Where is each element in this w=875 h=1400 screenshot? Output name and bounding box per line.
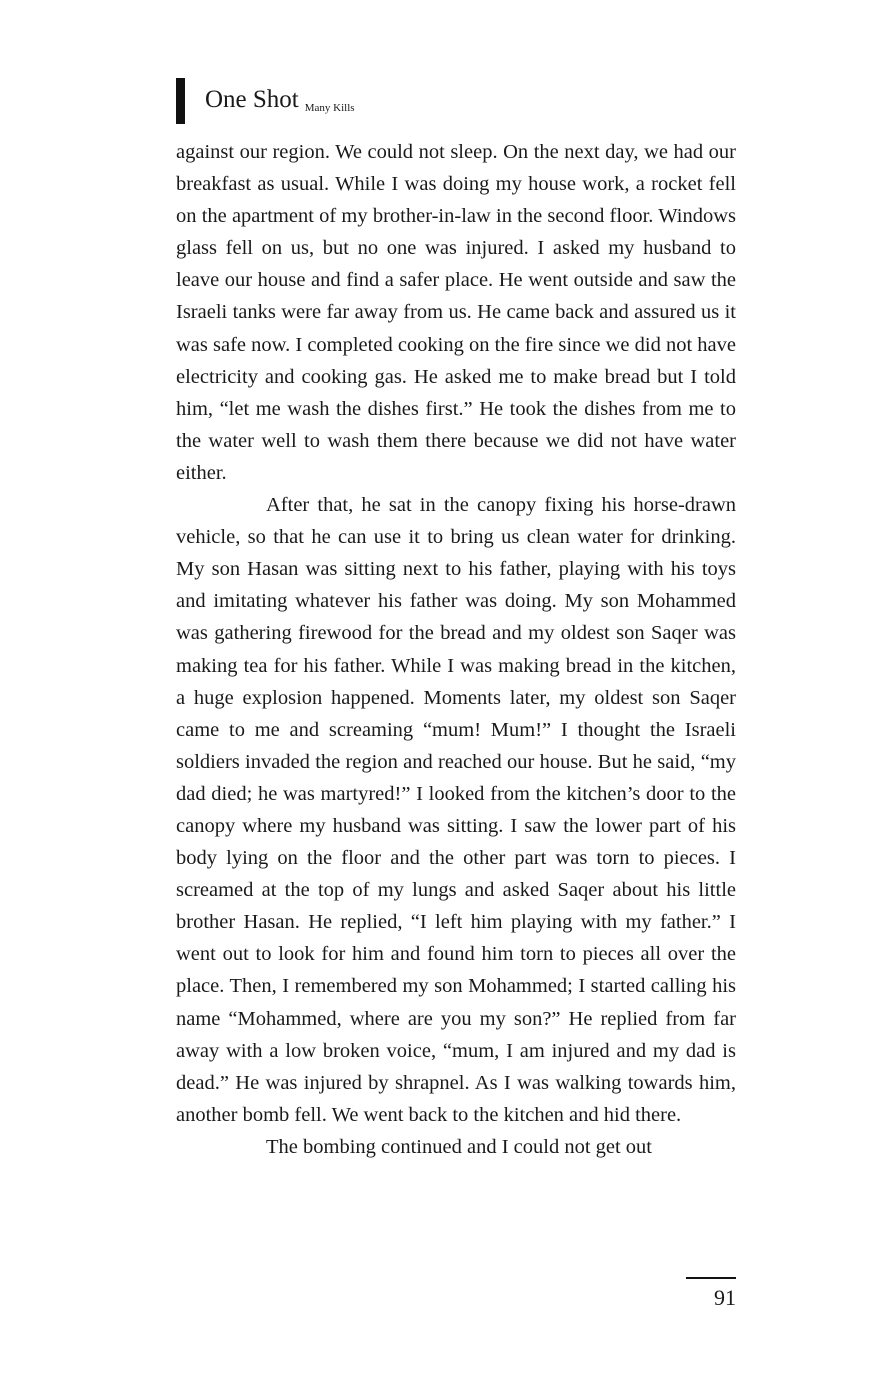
paragraph-3: The bombing continued and I could not get out [266, 1135, 653, 1158]
header-bar-decoration [176, 78, 185, 124]
running-header [176, 78, 355, 124]
paragraph-1: against our region. We could not sleep. On the next day, we had our breakfast as usual. While I was doing my house work, a rocket fell on the apartment of my brother-in-law in the second floor. Windows glass fell on us, but no one was injured. I asked my husband to leave our house and find a safer place. He went outside and saw the Israeli tanks were far away from us. He came back and assured us it was safe now. I completed cooking on the fire since we did not have electricity and cooking gas. He asked me to make bread but I told him, “let me wash the dishes first.” He took the dishes from me to the water well to wash them there because we did not have water either. [176, 141, 736, 484]
header-title: One Shot [205, 86, 299, 113]
header-subtitle: Many Kills [304, 102, 355, 114]
page-number-rule [686, 1277, 736, 1279]
body-text [176, 136, 736, 1163]
paragraph-2: After that, he sat in the canopy fixing his horse-drawn vehicle, so that he can use it to bring us clean water for drinking. My son Hasan was sitting next to his father, playing with his toys and imitating whatever his father was doing. My son Mohammed was gathering firewood for the bread and my oldest son Saqer was making tea for his father. While I was making bread in the kitchen, a huge explosion happened. Moments later, my oldest son Saqer came to me and screaming “mum! Mum!” I thought the Israeli soldiers invaded the region and reached our house. But he said, “my dad died; he was martyred!” I looked from the kitchen’s door to the canopy where my husband was sitting. I saw the lower part of his body lying on the floor and the other part was torn to pieces. I screamed at the top of my lungs and asked Saqer about his little brother Hasan. He replied, “I left him playing with my father.” I went out to look for him and found him torn to pieces all over the place. Then, I remembered my son Mohammed; I started calling his name “Mohammed, where are you my son?” He replied from far away with a low broken voice, “mum, I am injured and my dad is dead.” He was injured by shrapnel. As I was walking towards him, another bomb fell. We went back to the kitchen and hid there. [176, 494, 736, 1126]
page-number: 91 [714, 1285, 736, 1310]
